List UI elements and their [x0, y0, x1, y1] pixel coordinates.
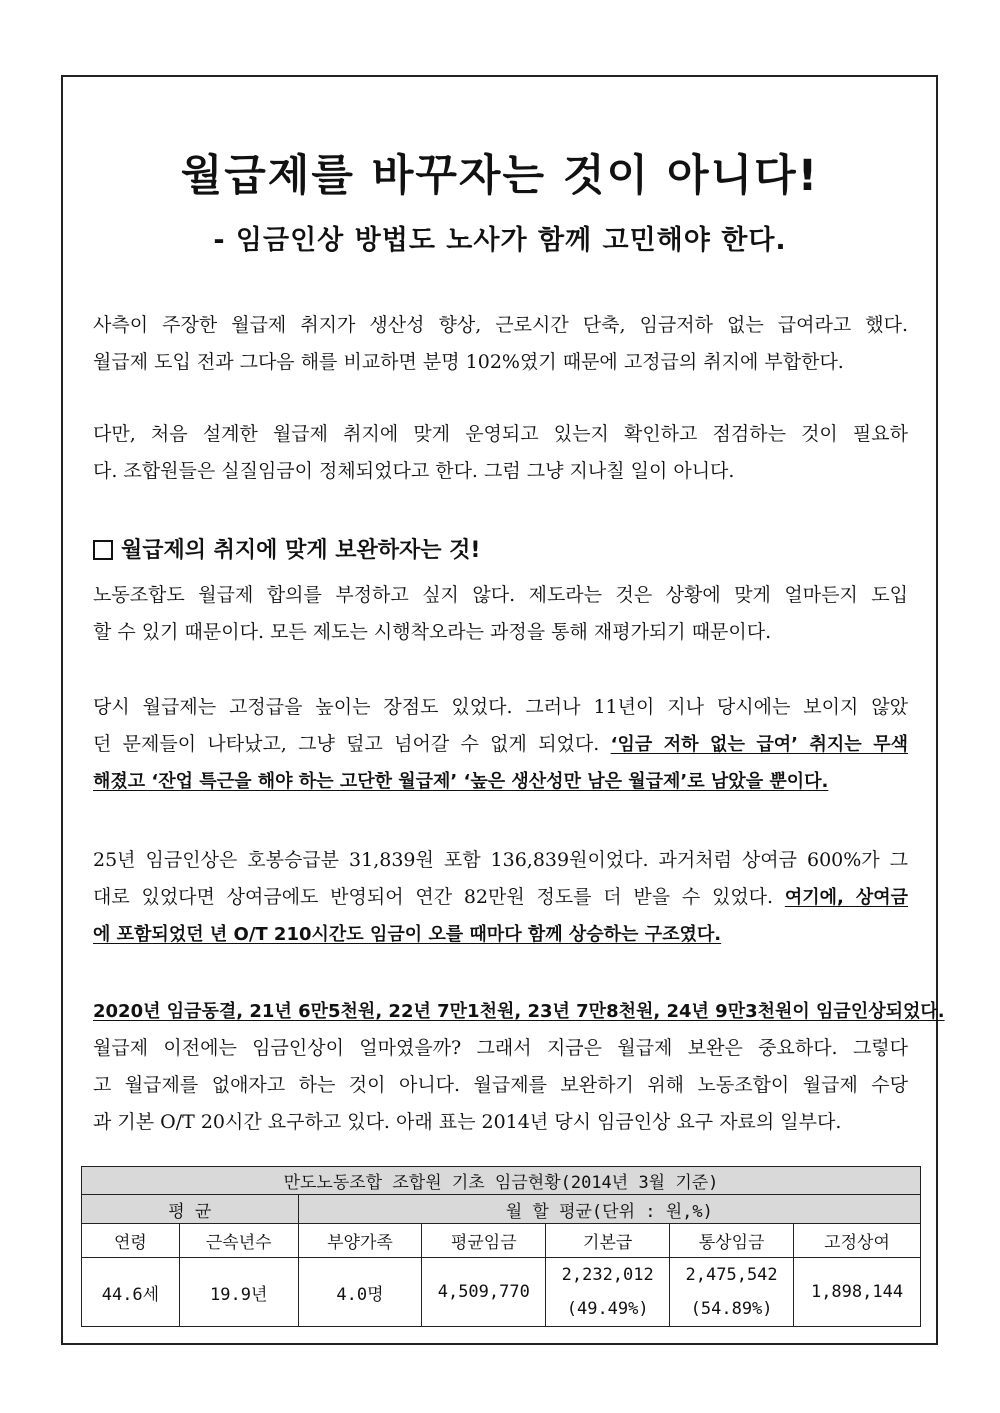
- table-group-average: 평 균: [82, 1195, 299, 1224]
- paragraph-line: 다. 조합원들은 실질임금이 정체되었다고 한다. 그럼 그냥 지나칠 일이 아니다.: [93, 460, 735, 482]
- paragraph-line: [93, 763, 908, 800]
- paragraph-intro: [93, 307, 908, 381]
- paragraph-line: 할 수 있기 때문이다. 모든 제도는 시행착오라는 과정을 통해 재평가되기 때문이다.: [93, 621, 772, 643]
- table-cell-years: 19.9년: [179, 1258, 298, 1327]
- emphasis-text: 여기에, 상여금: [784, 887, 908, 908]
- paragraph-line: [93, 993, 945, 1030]
- page-title: 월급제를 바꾸자는 것이 아니다!: [180, 151, 820, 201]
- table-cell-ordinary-wage: 2,475,542: [670, 1258, 794, 1293]
- table-header: 연령: [82, 1224, 180, 1258]
- table-header: 부양가족: [298, 1224, 422, 1258]
- page-subtitle: - 임금인상 방법도 노사가 함께 고민해야 한다.: [213, 225, 787, 256]
- paragraph-line: [93, 916, 908, 953]
- paragraph-line: 노동조합도 월급제 합의를 부정하고 싶지 않다. 제도라는 것은 상황에 맞게 얼마든지 도입: [93, 584, 908, 606]
- table-group-monthly: 월 할 평균(단위 : 원,%): [298, 1195, 920, 1224]
- table-cell-family: 4.0명: [298, 1258, 422, 1327]
- table-header: 기본급: [546, 1224, 670, 1258]
- checkbox-square-icon: [93, 540, 113, 560]
- section-heading: [93, 533, 480, 564]
- emphasis-text: 에 포함되었던 년 O/T 210시간도 임금이 오를 때마다 함께 상승하는 구조였다.: [93, 924, 722, 945]
- table-cell-ordinary-pct: (54.89%): [670, 1292, 794, 1327]
- paragraph-line: 월급제 이전에는 임금인상이 얼마였을까? 그래서 지금은 월급제 보완은 중요하다. 그렇다: [93, 1037, 908, 1059]
- table-header: 고정상여: [794, 1224, 921, 1258]
- table-caption: 만도노동조합 조합원 기초 임금현황(2014년 3월 기준): [82, 1167, 921, 1195]
- paragraph-line: 25년 임금인상은 호봉승급분 31,839원 포함 136,839원이었다. 과거처럼 상여금 600%가 그: [93, 849, 908, 871]
- emphasis-text: ‘임금 저하 없는 급여’ 취지는 무색: [610, 734, 908, 755]
- paragraph-line: 다만, 처음 설계한 월급제 취지에 맞게 운영되고 있는지 확인하고 점검하는 것이 필요하: [93, 423, 908, 445]
- paragraph-line: 당시 월급제는 고정급을 높이는 장점도 있었다. 그러나 11년이 지나 당시에는 보이지 않았: [93, 696, 908, 718]
- table-header: 근속년수: [179, 1224, 298, 1258]
- paragraph-union: [93, 577, 908, 651]
- emphasis-text: 해졌고 ‘잔업 특근을 해야 하는 고단한 월급제’ ‘높은 생산성만 남은 월급제’로 남았을 뿐이다.: [93, 771, 829, 792]
- table-cell-avg-wage: 4,509,770: [422, 1258, 546, 1327]
- paragraph-problems: [93, 689, 908, 800]
- paragraph-history: [93, 993, 945, 1141]
- paragraph-line: 고 월급제를 없애자고 하는 것이 아니다. 월급제를 보완하기 위해 노동조합이 월급제 수당: [93, 1074, 908, 1096]
- section-heading-text: 월급제의 취지에 맞게 보완하자는 것!: [121, 538, 481, 563]
- paragraph-line: 월급제 도입 전과 그다음 해를 비교하면 분명 102%였기 때문에 고정급의 취지에 부합한다.: [93, 351, 844, 373]
- table-header: 통상임금: [670, 1224, 794, 1258]
- table-cell-base-pct: (49.49%): [546, 1292, 670, 1327]
- paragraph-line: [93, 879, 908, 916]
- wage-status-table: [81, 1166, 921, 1327]
- emphasis-text: 2020년 임금동결, 21년 6만5천원, 22년 7만1천원, 23년 7만8천원, 24년 9만3천원이 임금인상되었다.: [93, 1001, 945, 1022]
- plain-text: 대로 있었다면 상여금에도 반영되어 연간 82만원 정도를 더 받을 수 있었다.: [93, 886, 785, 908]
- plain-text: 던 문제들이 나타났고, 그냥 덮고 넘어갈 수 없게 되었다.: [93, 733, 611, 755]
- paragraph-line: [93, 726, 908, 763]
- table-cell-base-pay: 2,232,012: [546, 1258, 670, 1293]
- paragraph-line: 과 기본 O/T 20시간 요구하고 있다. 아래 표는 2014년 당시 임금인상 요구 자료의 일부다.: [93, 1111, 842, 1133]
- table-cell-fixed-bonus: 1,898,144: [794, 1258, 921, 1327]
- table-header: 평균임금: [422, 1224, 546, 1258]
- paragraph-2025-raise: [93, 842, 908, 953]
- paragraph-check: [93, 416, 908, 490]
- table-cell-age: 44.6세: [82, 1258, 180, 1327]
- paragraph-line: 사측이 주장한 월급제 취지가 생산성 향상, 근로시간 단축, 임금저하 없는 급여라고 했다.: [93, 314, 908, 336]
